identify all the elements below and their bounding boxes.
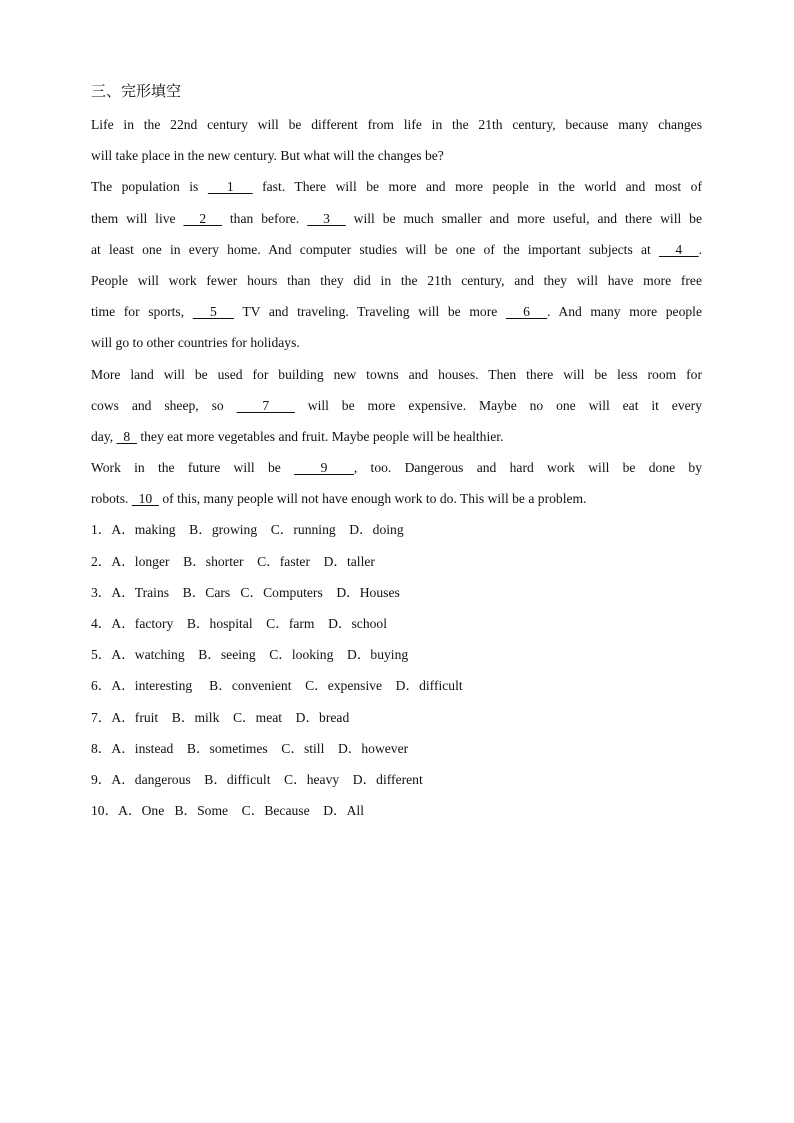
blank-number: 9 — [294, 460, 354, 476]
passage-line — [91, 171, 702, 202]
intro-paragraph — [91, 109, 702, 171]
passage-line — [91, 296, 702, 327]
passage-text: cows and sheep, so — [91, 397, 237, 413]
option-line: 4．A．factory B．hospital C．farm D．school — [91, 616, 388, 631]
blank-number: 1 — [207, 179, 253, 195]
passage-text: robots. — [91, 491, 132, 507]
option-line: 7．A．fruit B．milk C．meat D．bread — [91, 709, 350, 725]
option-line: 9．A．dangerous B．difficult C．heavy D．different — [91, 771, 423, 787]
blank-number: 3 — [307, 210, 346, 226]
blank-number: 4 — [658, 241, 699, 257]
passage-text: will be more expensive. Maybe no one will eat it every — [294, 397, 702, 413]
passage-text: Work in the future will be — [91, 460, 295, 476]
passage-text: they eat more vegetables and fruit. Maybe people will be healthier. — [136, 428, 504, 444]
passage-line — [91, 483, 702, 514]
option-line: 3．A．Trains B．Cars C．Computers D．Houses — [91, 584, 400, 600]
passage-text: More land will be used for building new towns and houses. Then there will be less room for — [91, 366, 702, 382]
option-line: 5．A．watching B．seeing C．looking D．buying — [91, 647, 409, 663]
passage-text: , too. Dangerous and hard work will be done by — [353, 460, 702, 476]
passage-text: will go to other countries for holidays. — [91, 335, 300, 351]
passage-line — [91, 421, 702, 452]
passage-text: them will live — [91, 210, 184, 226]
blank-number: 7 — [236, 397, 295, 413]
blank-number: 5 — [192, 304, 234, 320]
passage-line — [91, 452, 702, 483]
passage-text: than before. — [221, 210, 308, 226]
option-line: 6．A．interesting B．convenient C．expensive D．difficult — [91, 678, 463, 694]
section-title: 三、完形填空 — [91, 84, 182, 100]
passage-line — [91, 234, 702, 265]
passage-line — [91, 359, 702, 390]
cloze-page — [91, 78, 702, 826]
passage-text: at least one in every home. And computer studies will be one of the important subjects at — [91, 241, 659, 257]
passage-text: People will work fewer hours than they did in the 21th century, and they will have more free — [91, 272, 702, 288]
option-line: 10．A．One B．Some C．Because D．All — [91, 803, 364, 819]
passage-text: will be much smaller and more useful, and there will be — [345, 210, 702, 226]
option-line: 1．A．making B．growing C．running D．doing — [91, 522, 404, 538]
blank-number: 2 — [183, 210, 222, 226]
passage-line — [91, 265, 702, 296]
option-line: 8．A．instead B．sometimes C．still D．however — [91, 740, 409, 756]
passage-text: day, — [91, 428, 117, 444]
blank-number: 10 — [131, 491, 159, 507]
passage-text: The population is — [91, 179, 208, 195]
passage — [91, 171, 702, 514]
passage-text: . And many more people — [547, 304, 702, 320]
passage-text: TV and traveling. Traveling will be more — [233, 304, 506, 320]
blank-number: 6 — [505, 304, 548, 320]
option-line: 2．A．longer B．shorter C．faster D．taller — [91, 553, 375, 569]
passage-line — [91, 390, 702, 421]
passage-text: fast. There will be more and more people in the world and most of — [252, 179, 702, 195]
answer-options — [91, 514, 702, 826]
passage-line — [91, 203, 702, 234]
passage-text: . — [698, 241, 702, 257]
blank-number: 8 — [116, 428, 137, 444]
passage-text: time for sports, — [91, 304, 193, 320]
passage-line — [91, 327, 702, 358]
intro-line: Life in the 22nd century will be different from life in the 21th century, because many changes — [91, 117, 702, 132]
intro-line: will take place in the new century. But what will the changes be? — [91, 148, 444, 164]
passage-text: of this, many people will not have enough work to do. This will be a problem. — [158, 491, 587, 507]
